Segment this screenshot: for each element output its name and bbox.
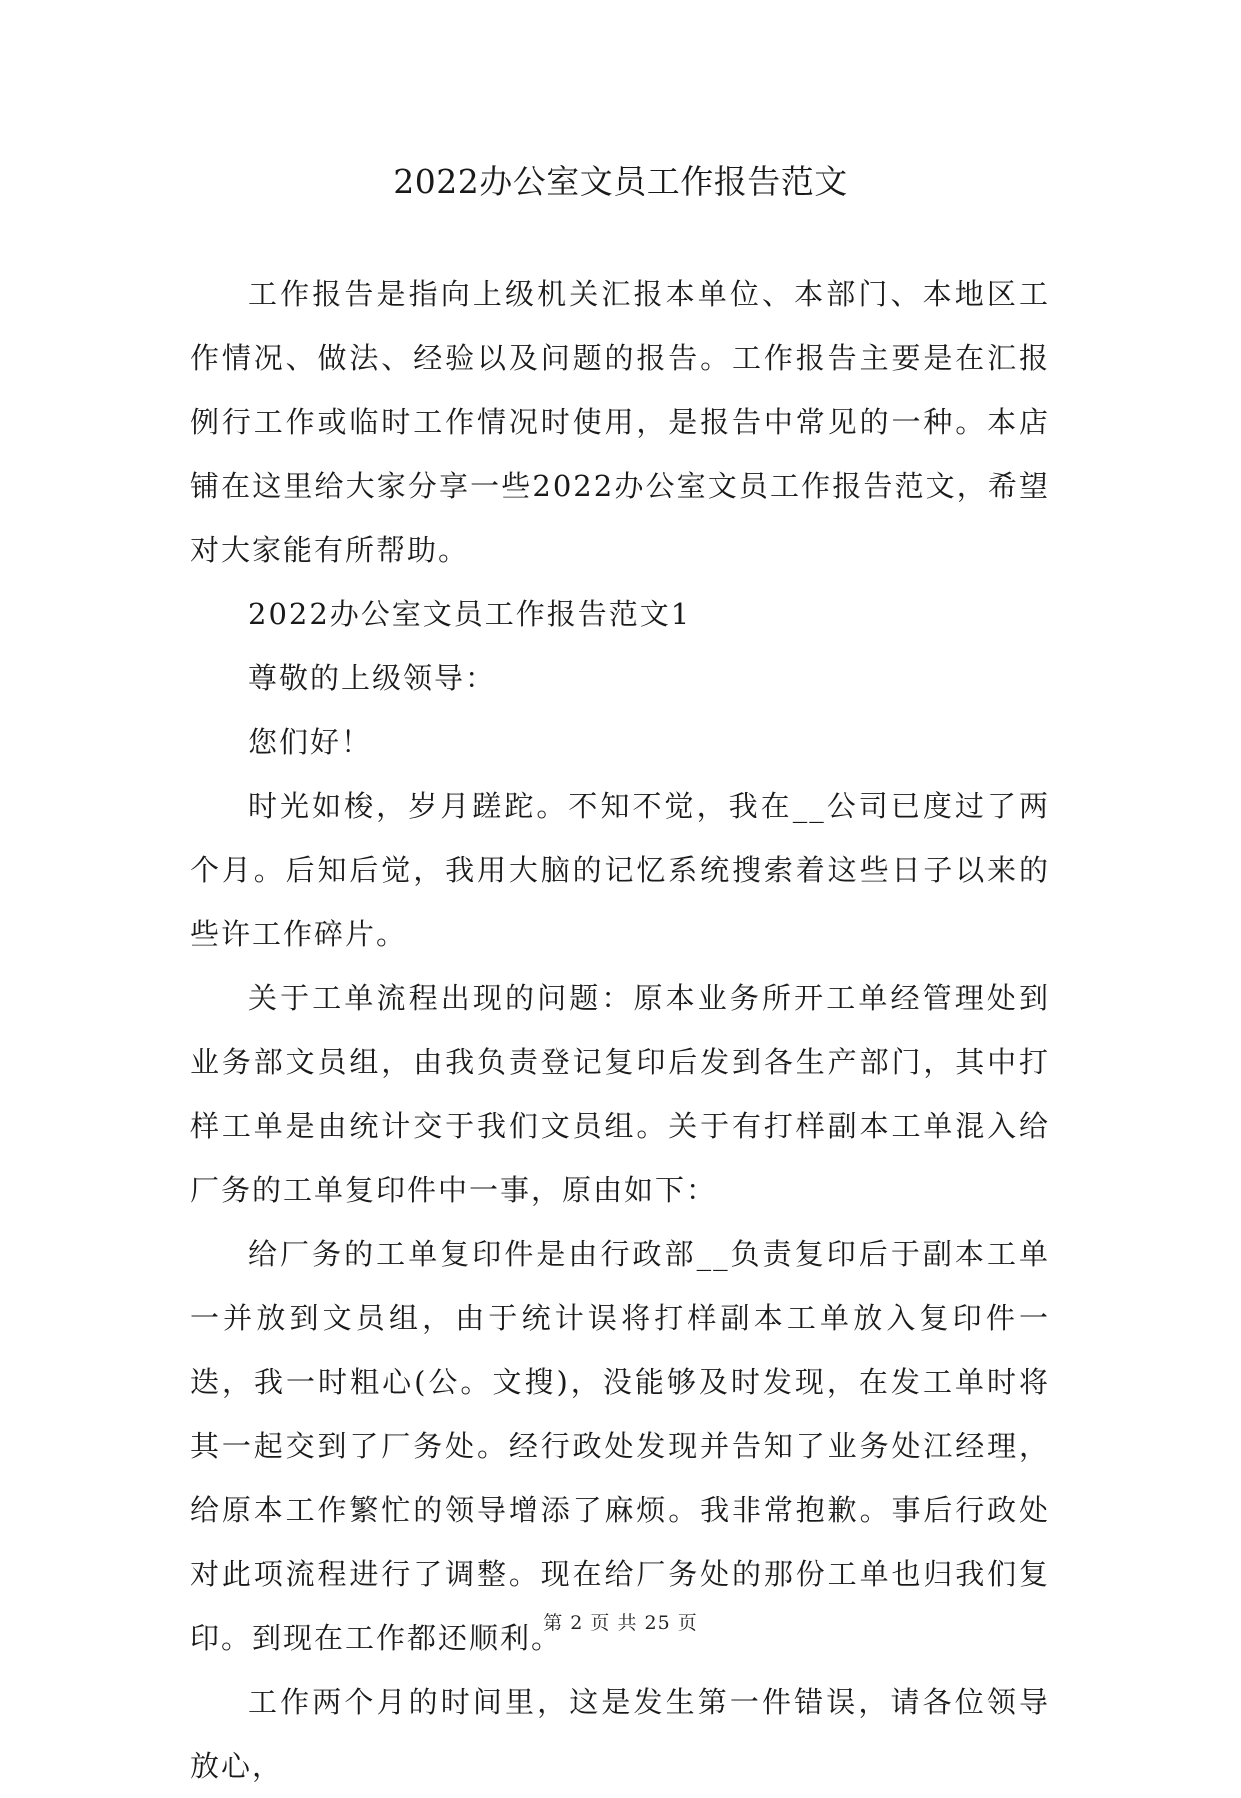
body-paragraph: 给厂务的工单复印件是由行政部__负责复印后于副本工单一并放到文员组，由于统计误将打样副本工单放入复印件一迭，我一时粗心(公。文搜)，没能够及时发现，在发工单时将其一起交到了厂务处。经行政处发现并告知了业务处江经理，给原本工作繁忙的领导增添了麻烦。我非常抱歉。事后行政处对此项流程进行了调整。现在给厂务处的那份工单也归我们复印。到现在工作都还顺利。 (190, 1237, 1050, 1655)
greeting: 您们好！ (248, 725, 373, 759)
section-heading: 2022办公室文员工作报告范文1 (248, 597, 692, 631)
page-number-footer: 第 2 页 共 25 页 (543, 1612, 698, 1634)
intro-paragraph: 工作报告是指向上级机关汇报本单位、本部门、本地区工作情况、做法、经验以及问题的报告。工作报告主要是在汇报例行工作或临时工作情况时使用，是报告中常见的一种。本店铺在这里给大家分享一些2022办公室文员工作报告范文，希望对大家能有所帮助。 (190, 277, 1050, 567)
body-paragraph: 关于工单流程出现的问题：原本业务所开工单经管理处到业务部文员组，由我负责登记复印后发到各生产部门，其中打样工单是由统计交于我们文员组。关于有打样副本工单混入给厂务的工单复印件中一事，原由如下： (190, 981, 1050, 1207)
salutation: 尊敬的上级领导： (248, 661, 497, 695)
body-paragraph: 工作两个月的时间里，这是发生第一件错误，请各位领导放心， (190, 1685, 1050, 1783)
document-title: 2022办公室文员工作报告范文 (393, 162, 848, 201)
body-paragraph: 时光如梭，岁月蹉跎。不知不觉，我在__公司已度过了两个月。后知后觉，我用大脑的记忆系统搜索着这些日子以来的些许工作碎片。 (190, 789, 1050, 951)
document-body (190, 262, 1050, 1798)
